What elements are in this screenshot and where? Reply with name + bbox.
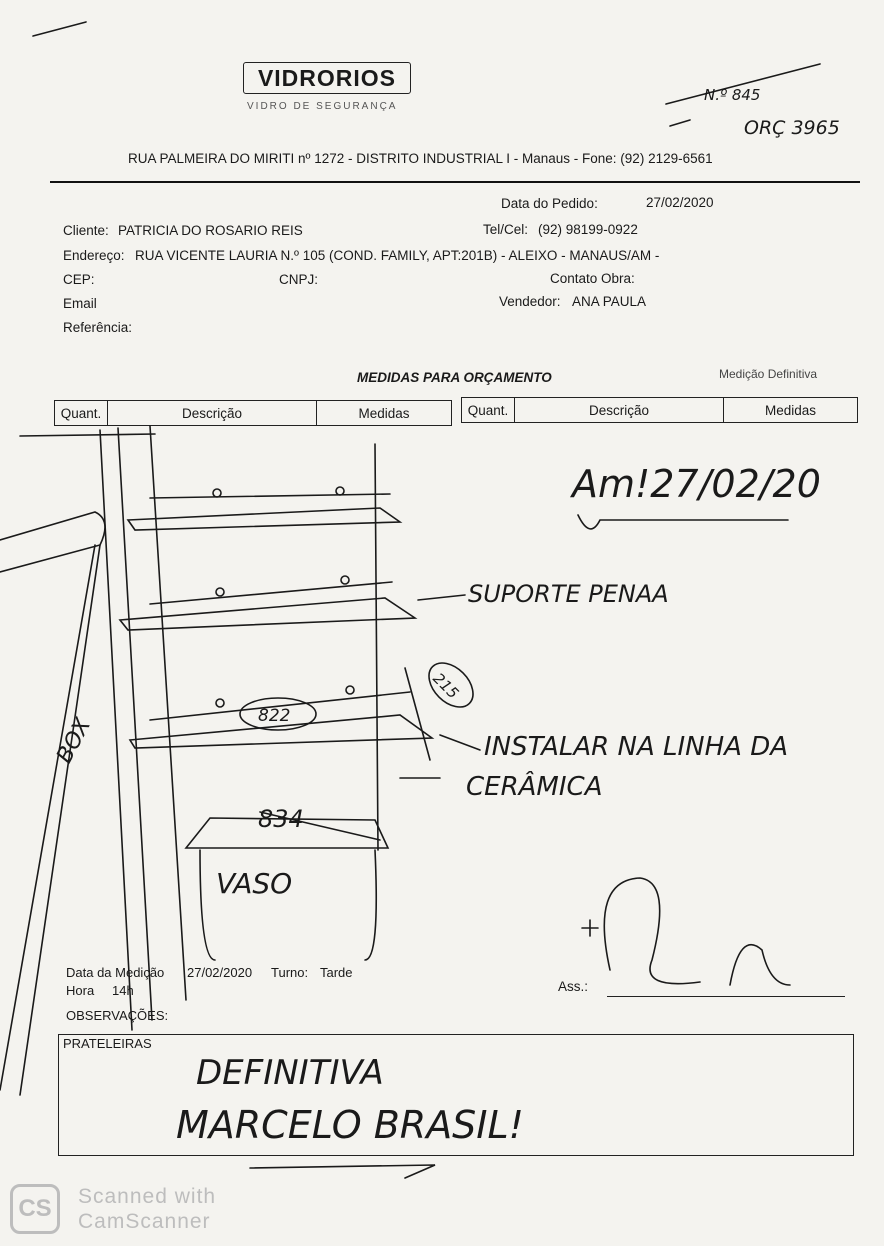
- address-label: Endereço:: [63, 248, 125, 263]
- measures-subtitle: Medição Definitiva: [719, 367, 818, 381]
- shelf-top: [128, 508, 400, 530]
- logo-subtitle: VIDRO DE SEGURANÇA: [247, 101, 398, 112]
- col-measures: Medidas: [724, 398, 858, 423]
- measure-date-value: 27/02/2020: [187, 965, 253, 980]
- address-value: RUA VICENTE LAURIA N.º 105 (COND. FAMILY, APT:201B) - ALEIXO - MANAUS/AM -: [135, 248, 660, 263]
- sketch-install-line2: CERÂMICA: [466, 772, 603, 802]
- measures-title: MEDIDAS PARA ORÇAMENTO: [357, 370, 552, 385]
- handwritten-definitiva: DEFINITIVA: [196, 1053, 384, 1093]
- top-scribble: [33, 22, 86, 36]
- col-description: Descrição: [108, 401, 317, 426]
- observation-item: PRATELEIRAS: [63, 1036, 152, 1051]
- seller-value: ANA PAULA: [572, 294, 647, 309]
- orc-number: ORÇ 3965: [744, 117, 840, 139]
- hour-label: Hora: [66, 983, 95, 998]
- order-date-label: Data do Pedido:: [501, 196, 598, 211]
- measure-date-label: Data da Medição: [66, 965, 165, 980]
- contact-label: Contato Obra:: [550, 271, 635, 286]
- box-rail: [0, 512, 105, 572]
- signature-label: Ass.:: [558, 979, 589, 994]
- shift-label: Turno:: [271, 965, 309, 980]
- reference-label: Referência:: [63, 320, 133, 335]
- sketch-vaso-label: VASO: [216, 867, 293, 900]
- seller-label: Vendedor:: [499, 294, 561, 309]
- client-label: Cliente:: [63, 223, 109, 238]
- struck-number: N.º 845: [704, 86, 761, 104]
- sketch-install-line1: INSTALAR NA LINHA DA: [484, 732, 789, 762]
- col-measures: Medidas: [317, 401, 452, 426]
- wall-line-right: [375, 444, 378, 850]
- sketch-dim-834: 834: [258, 805, 304, 833]
- col-quantity: Quant.: [462, 398, 515, 423]
- camscanner-line2: CamScanner: [78, 1210, 211, 1233]
- col-description: Descrição: [515, 398, 724, 423]
- sketch-dim-215: 215: [429, 669, 463, 703]
- signature-scribble: [604, 878, 700, 984]
- camscanner-text: [78, 1184, 216, 1234]
- company-logo: VIDRORIOS: [243, 62, 411, 94]
- hour-value: 14h: [112, 983, 134, 998]
- handwritten-marcelo: MARCELO BRASIL!: [176, 1103, 524, 1147]
- email-label: Email: [63, 296, 97, 311]
- sketch-support-note: SUPORTE PENAA: [468, 580, 669, 608]
- company-address: RUA PALMEIRA DO MIRITI nº 1272 - DISTRITO INDUSTRIAL I - Manaus - Fone: (92) 2129-6561: [128, 151, 713, 166]
- observations-label: OBSERVAÇÕES:: [66, 1008, 169, 1023]
- cnpj-label: CNPJ:: [279, 272, 319, 287]
- camscanner-logo: CS: [10, 1184, 60, 1234]
- camscanner-line1: Scanned with: [78, 1185, 217, 1208]
- client-value: PATRICIA DO ROSARIO REIS: [118, 223, 303, 238]
- sketch-date-note: Am!27/02/20: [572, 462, 821, 506]
- sketch-box-label: BOX: [52, 714, 97, 768]
- phone-value: (92) 98199-0922: [538, 222, 638, 237]
- shift-value: Tarde: [320, 965, 353, 980]
- order-date-value: 27/02/2020: [646, 195, 714, 210]
- phone-label: Tel/Cel:: [483, 222, 529, 237]
- col-quantity: Quant.: [55, 401, 108, 426]
- sketch-dim-822: 822: [258, 706, 291, 726]
- cep-label: CEP:: [63, 272, 95, 287]
